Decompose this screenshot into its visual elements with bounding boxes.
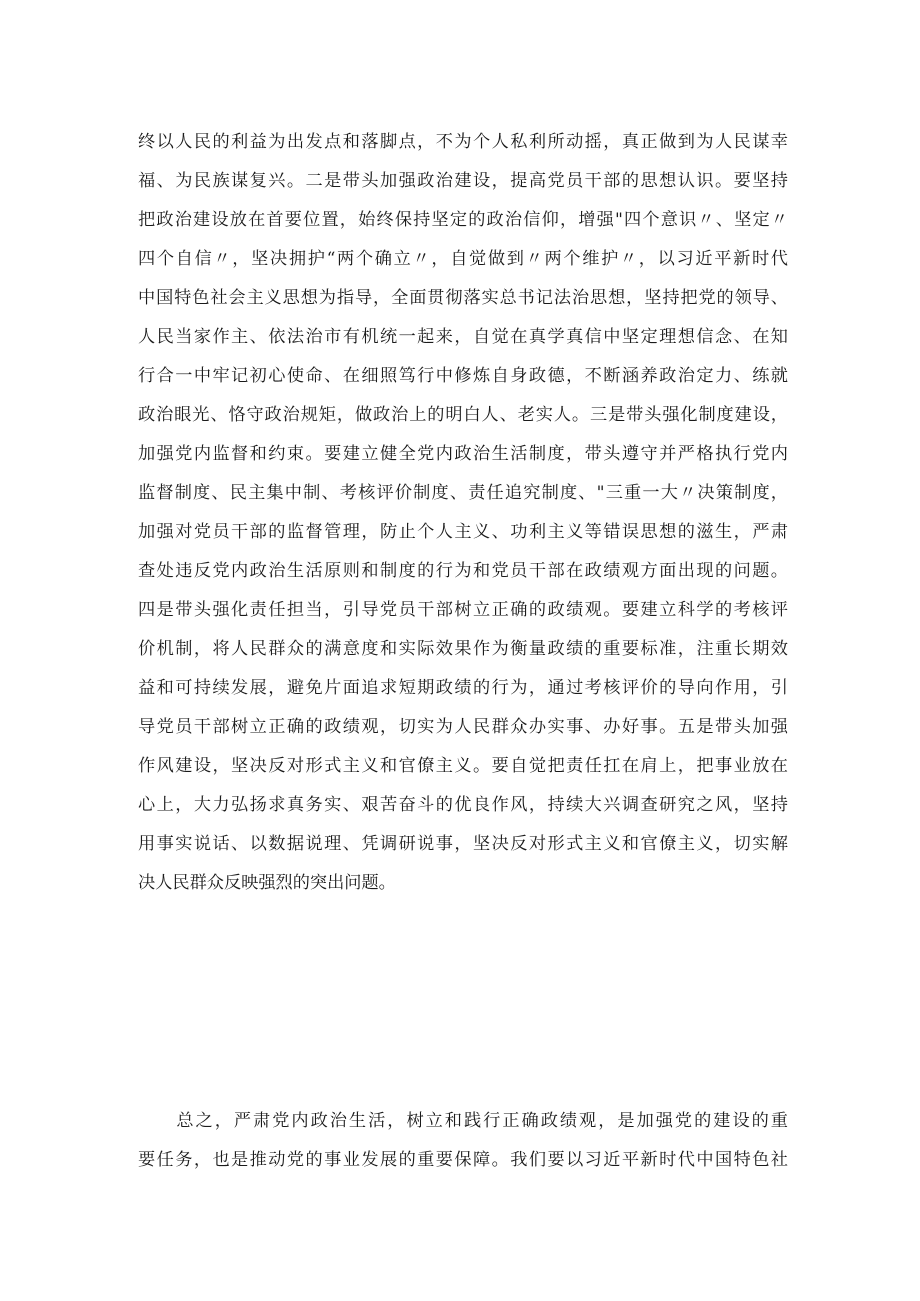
text-line: 心上，大力弘扬求真务实、艰苦奋斗的优良作风，持续大兴调查研究之风，坚持 bbox=[138, 795, 788, 815]
text-line: 四是带头强化责任担当，引导党员干部树立正确的政绩观。要建立科学的考核评 bbox=[138, 600, 788, 620]
text-line: 益和可持续发展，避免片面追求短期政绩的行为，通过考核评价的导向作用，引 bbox=[138, 678, 788, 698]
text-line: 要任务，也是推动党的事业发展的重要保障。我们要以习近平新时代中国特色社 bbox=[138, 1150, 788, 1170]
text-line: 加强党内监督和约束。要建立健全党内政治生活制度，带头遵守并严格执行党内 bbox=[138, 444, 788, 464]
text-line: 行合一中牢记初心使命、在细照笃行中修炼自身政德，不断涵养政治定力、练就 bbox=[138, 366, 788, 386]
text-line: 查处违反党内政治生活原则和制度的行为和党员干部在政绩观方面出现的问题。 bbox=[138, 561, 788, 581]
text-line: 监督制度、民主集中制、考核评价制度、责任追究制度、"三重一大〃决策制度， bbox=[138, 483, 788, 503]
text-line: 作风建设，坚决反对形式主义和官僚主义。要自觉把责任扛在肩上，把事业放在 bbox=[138, 756, 788, 776]
text-line: 终以人民的利益为出发点和落脚点，不为个人私利所动摇，真正做到为人民谋幸 bbox=[138, 132, 788, 152]
text-line: 用事实说话、以数据说理、凭调研说事，坚决反对形式主义和官僚主义，切实解 bbox=[138, 834, 788, 854]
text-line: 价机制，将人民群众的满意度和实际效果作为衡量政绩的重要标准，注重长期效 bbox=[138, 639, 788, 659]
paragraph-body bbox=[138, 123, 788, 903]
text-line: 把政治建设放在首要位置，始终保持坚定的政治信仰，增强"四个意识〃、坚定〃 bbox=[138, 210, 788, 230]
text-line: 决人民群众反映强烈的突出问题。 bbox=[138, 873, 396, 893]
text-line: 中国特色社会主义思想为指导，全面贯彻落实总书记法治思想，坚持把党的领导、 bbox=[138, 288, 788, 308]
paragraph-conclusion bbox=[138, 1102, 788, 1180]
text-line: 总之，严肃党内政治生活，树立和践行正确政绩观，是加强党的建设的重 bbox=[138, 1111, 788, 1131]
text-line: 四个自信〃，坚决拥护“两个确立〃，自觉做到〃两个维护〃，以习近平新时代 bbox=[138, 249, 788, 269]
text-line: 加强对党员干部的监督管理，防止个人主义、功利主义等错误思想的滋生，严肃 bbox=[138, 522, 788, 542]
text-line: 导党员干部树立正确的政绩观，切实为人民群众办实事、办好事。五是带头加强 bbox=[138, 717, 788, 737]
text-line: 人民当家作主、依法治市有机统一起来，自觉在真学真信中坚定理想信念、在知 bbox=[138, 327, 788, 347]
text-line: 政治眼光、恪守政治规矩，做政治上的明白人、老实人。三是带头强化制度建设， bbox=[138, 405, 788, 425]
text-line: 福、为民族谋复兴。二是带头加强政治建设，提高党员干部的思想认识。要坚持 bbox=[138, 171, 788, 191]
